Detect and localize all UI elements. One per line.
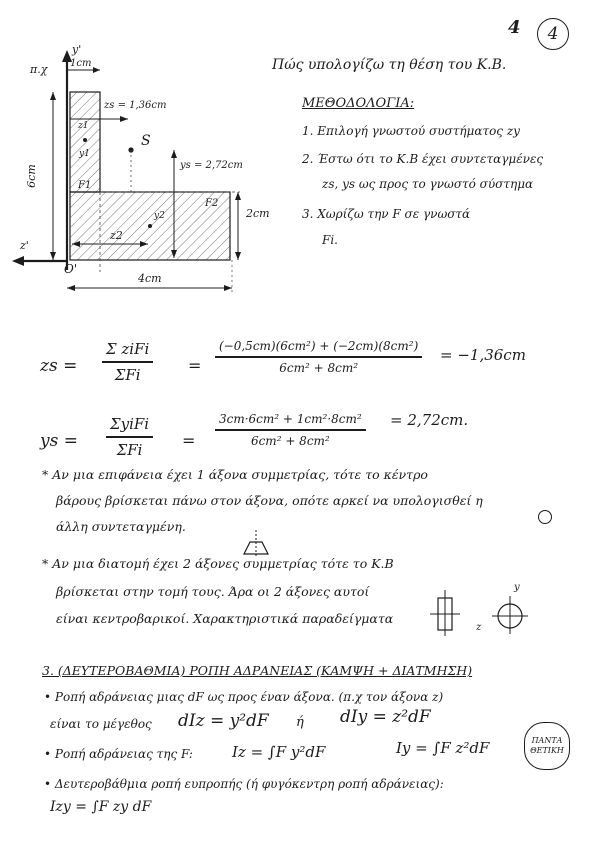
ys-rhs-denominator: 6cm² + 8cm² [250, 433, 330, 448]
ys-fraction-lhs [106, 415, 153, 459]
label-z1: z1 [78, 121, 89, 131]
sketch-label-z: z [476, 622, 482, 633]
zs-rhs-denominator: 6cm² + 8cm² [279, 360, 359, 375]
label-F2: F2 [205, 198, 219, 209]
label-y-prime: y' [72, 43, 82, 56]
zs-fraction-rhs [215, 339, 422, 375]
ys-fraction-rhs [215, 412, 366, 448]
section3-dIz: dIz = y²dF [178, 711, 269, 731]
zs-result: = −1,36cm [440, 346, 526, 364]
methodology-step: Fi. [322, 233, 338, 247]
section3-line4: • Δευτεροβάθμια ροπή ευπροπής (ή φυγόκεντρη ροπή αδράνειας): [44, 777, 444, 791]
note1-line3: άλλη συντεταγμένη. [56, 519, 186, 534]
section3-Izy: Izy = ∫F zy dF [50, 799, 152, 815]
ys-denominator: ΣFi [116, 440, 143, 459]
circled-page-number [537, 18, 569, 50]
label-z-prime: z' [20, 239, 29, 252]
section3-title: 3. (ΔΕΥΤΕΡΟΒΑΘΜΙΑ) ΡΟΠΗ ΑΔΡΑΝΕΙΑΣ (ΚΑΜΨΗ + ΔΙΑΤΜΗΣΗ) [42, 663, 473, 678]
section3-dIy: dIy = z²dF [340, 707, 431, 727]
circled-page-number-text: 4 [547, 24, 559, 44]
note2-line3: είναι κεντροβαρικοί. Χαρακτηριστικά παραδείγματα [56, 611, 394, 626]
zs-equals: = [188, 356, 202, 375]
note2-line2: βρίσκεται στην τομή τους. Άρα οι 2 άξονες αυτοί [56, 584, 370, 599]
methodology-step: 1. Επιλογή γνωστού συστήματος zy [302, 124, 520, 138]
always-positive-box [524, 722, 570, 770]
page-number: 4 [508, 17, 521, 38]
note2-line1: * Αν μια διατομή έχει 2 άξονες συμμετρίας τότε το Κ.Β [42, 556, 394, 571]
ys-numerator: ΣyiFi [110, 415, 150, 433]
zs-denominator: ΣFi [114, 365, 141, 384]
ys-result: = 2,72cm. [390, 411, 469, 429]
methodology-step: 3. Χωρίζω την F σε γνωστά [302, 207, 471, 221]
label-y1: y1 [79, 149, 90, 159]
section3-line1: • Ροπή αδράνειας μιας dF ως προς έναν άξονα. (π.χ τον άξονα z) [44, 690, 444, 704]
label-px: π.χ [30, 63, 48, 76]
section3-Iy: Iy = ∫F z²dF [396, 739, 490, 757]
ys-equals: = [182, 431, 196, 450]
sketch-label-y: y [514, 582, 520, 593]
section3-line2a: είναι το μέγεθος [50, 717, 152, 731]
zs-fraction-lhs [102, 340, 153, 384]
label-origin: O' [64, 262, 78, 276]
zs-numerator: Σ ziFi [106, 340, 150, 358]
header-title: Πώς υπολογίζω τη θέση του Κ.Β. [272, 57, 507, 73]
note1-line2: βάρους βρίσκεται πάνω στον άξονα, οπότε αρκεί να υπολογισθεί η [56, 493, 483, 508]
z-prime-axis-arrow [12, 256, 24, 266]
methodology-step: zs, ys ως προς το γνωστό σύστημα [322, 177, 534, 191]
always-positive-text: ΠΑΝΤΑ ΘΕΤΙΚΗ [530, 736, 564, 755]
ys-lhs: ys = [40, 431, 78, 451]
methodology-title: ΜΕΘΟΔΟΛΟΓΙΑ: [302, 96, 415, 111]
label-S: S [141, 133, 151, 149]
label-1cm: 1cm [70, 58, 92, 69]
section3-line3a: • Ροπή αδράνειας της F: [44, 747, 193, 761]
zs-lhs: zs = [40, 356, 78, 376]
ys-rhs-numerator: 3cm·6cm² + 1cm²·8cm² [219, 412, 362, 426]
label-z2: z2 [110, 229, 123, 242]
methodology-step: 2. Έστω ότι το Κ.Β έχει συντεταγμένες [302, 152, 544, 166]
label-zs-dim: zs = 1,36cm [104, 100, 167, 111]
label-F1: F1 [78, 180, 92, 191]
small-circle-mark [538, 510, 552, 524]
label-ys-dim: ys = 2,72cm [180, 160, 243, 171]
label-6cm: 6cm [24, 164, 38, 188]
section3-or: ή [296, 715, 304, 730]
section3-Iz: Iz = ∫F y²dF [232, 743, 326, 761]
label-y2: y2 [154, 211, 165, 221]
label-2cm: 2cm [246, 207, 270, 220]
zs-rhs-numerator: (−0,5cm)(6cm²) + (−2cm)(8cm²) [219, 339, 419, 353]
label-4cm: 4cm [138, 272, 162, 285]
note1-line1: * Αν μια επιφάνεια έχει 1 άξονα συμμετρίας, τότε το κέντρο [42, 467, 428, 482]
